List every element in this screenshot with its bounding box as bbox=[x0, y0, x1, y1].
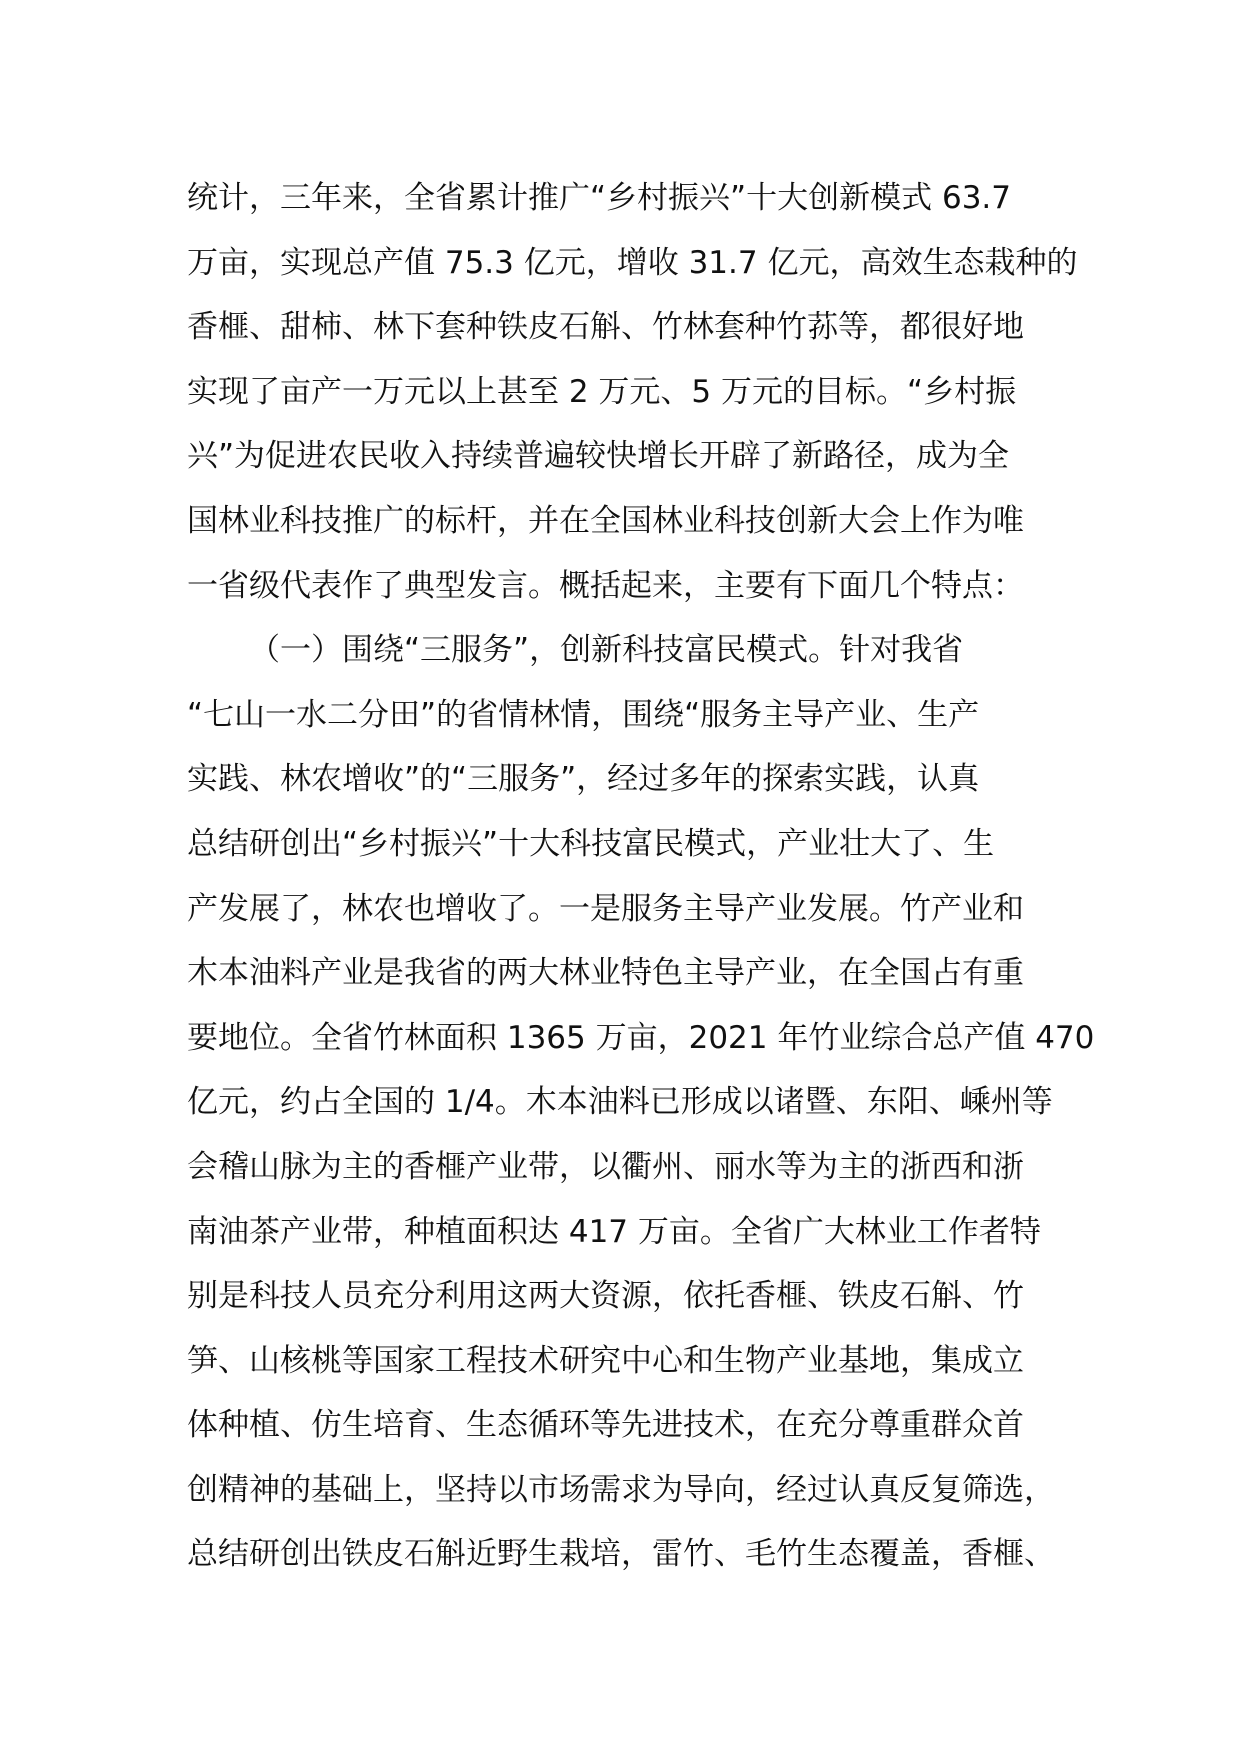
text-line: 香榧、甜柿、林下套种铁皮石斛、竹林套种竹荪等，都很好地 bbox=[187, 309, 1024, 346]
text-line: 产发展了，林农也增收了。一是服务主导产业发展。竹产业和 bbox=[187, 890, 1024, 927]
text-line: 要地位。全省竹林面积 1365 万亩，2021 年竹业综合总产值 470 bbox=[187, 1019, 1095, 1056]
text-line: 会稽山脉为主的香榧产业带，以衢州、丽水等为主的浙西和浙 bbox=[187, 1148, 1024, 1185]
text-line: 兴”为促进农民收入持续普遍较快增长开辟了新路径，成为全 bbox=[187, 438, 1010, 475]
paragraph-first-line: （一）围绕“三服务”，创新科技富民模式。针对我省 bbox=[249, 632, 964, 669]
text-line: 实现了亩产一万元以上甚至 2 万元、5 万元的目标。“乡村振 bbox=[187, 373, 1017, 410]
text-line: 南油茶产业带，种植面积达 417 万亩。全省广大林业工作者特 bbox=[187, 1213, 1041, 1250]
text-line: “七山一水二分田”的省情林情，围绕“服务主导产业、生产 bbox=[187, 696, 980, 733]
text-line: 实践、林农增收”的“三服务”，经过多年的探索实践，认真 bbox=[187, 761, 980, 798]
text-line: 一省级代表作了典型发言。概括起来，主要有下面几个特点： bbox=[187, 567, 1024, 604]
text-line: 笋、山核桃等国家工程技术研究中心和生物产业基地，集成立 bbox=[187, 1342, 1024, 1379]
text-line: 别是科技人员充分利用这两大资源，依托香榧、铁皮石斛、竹 bbox=[187, 1278, 1024, 1315]
body-text bbox=[187, 166, 1095, 1587]
text-line: 创精神的基础上，坚持以市场需求为导向，经过认真反复筛选， bbox=[187, 1471, 1055, 1508]
text-line: 统计，三年来，全省累计推广“乡村振兴”十大创新模式 63.7 bbox=[187, 180, 1011, 216]
text-line: 亿元，约占全国的 1/4。木本油料已形成以诸暨、东阳、嵊州等 bbox=[187, 1084, 1053, 1121]
text-line: 木本油料产业是我省的两大林业特色主导产业，在全国占有重 bbox=[187, 955, 1024, 992]
text-line: 国林业科技推广的标杆，并在全国林业科技创新大会上作为唯 bbox=[187, 502, 1024, 539]
text-line: 体种植、仿生培育、生态循环等先进技术，在充分尊重群众首 bbox=[187, 1407, 1024, 1444]
text-line: 万亩，实现总产值 75.3 亿元，增收 31.7 亿元，高效生态栽种的 bbox=[187, 244, 1078, 281]
text-line: 总结研创出铁皮石斛近野生栽培，雷竹、毛竹生态覆盖，香榧、 bbox=[187, 1536, 1055, 1573]
text-line: 总结研创出“乡村振兴”十大科技富民模式，产业壮大了、生 bbox=[187, 825, 995, 862]
